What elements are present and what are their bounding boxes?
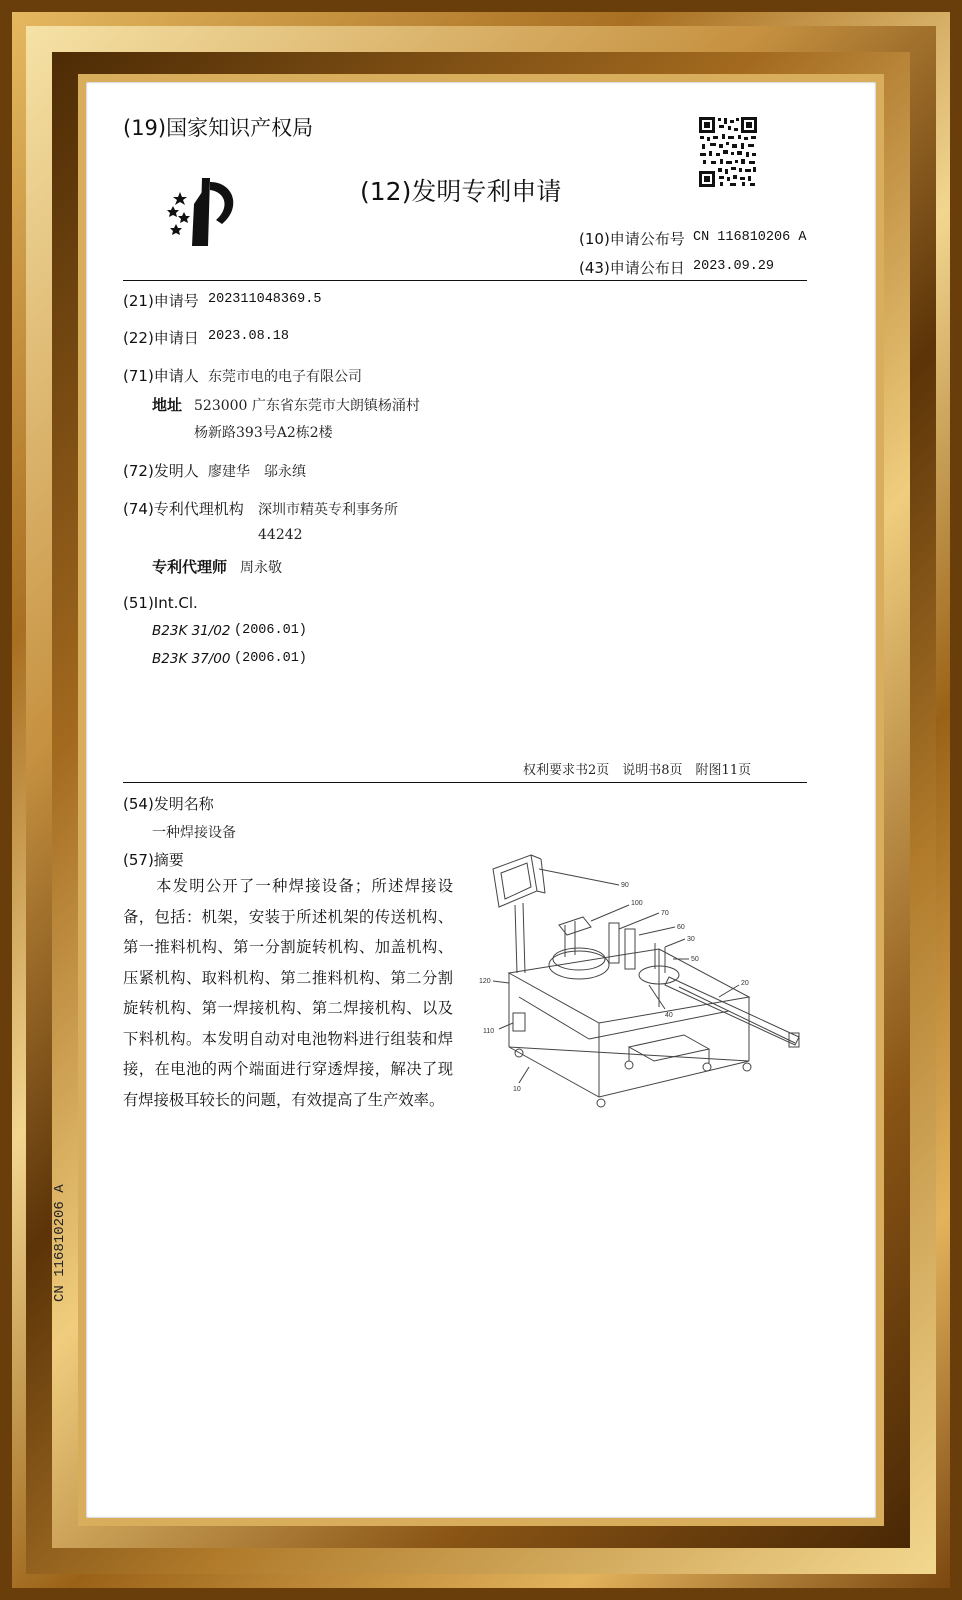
- publication-number: CN 116810206 A: [693, 230, 807, 245]
- applicant-label: (71)申请人: [123, 367, 199, 385]
- abstract-label: (57)摘要: [123, 851, 184, 869]
- agency-name: 深圳市精英专利事务所: [258, 502, 398, 518]
- application-number-label: (21)申请号: [123, 292, 199, 310]
- drawing-label-40: 40: [665, 1012, 673, 1019]
- drawing-label-20: 20: [741, 980, 749, 987]
- address-line-2: 杨新路393号A2栋2楼: [194, 425, 333, 441]
- inventor-names: 廖建华 邬永缜: [208, 464, 306, 480]
- application-date: 2023.08.18: [208, 329, 290, 344]
- drawing-label-70: 70: [661, 910, 669, 917]
- agent-name: 周永敬: [240, 560, 282, 576]
- address-line-1: 523000 广东省东莞市大朗镇杨涌村: [194, 398, 420, 414]
- drawing-label-120: 120: [479, 978, 491, 985]
- publication-number-label: (10)申请公布号: [579, 230, 685, 248]
- abstract-text: 本发明公开了一种焊接设备；所述焊接设备，包括：机架，安装于所述机架的传送机构、第一推料机构、第一分割旋转机构、加盖机构、压紧机构、取料机构、第二推料机构、第二分割旋转机构、第一焊接机构、第二焊接机构、以及下料机构。本发明自动对电池物料进行组装和焊接，在电池的两个端面进行穿透焊接，解决了现有焊接极耳较长的问题，有效提高了生产效率。: [123, 877, 453, 1109]
- application-number: 202311048369.5: [208, 292, 322, 307]
- address-label: 地址: [152, 396, 183, 414]
- page-counts: 权利要求书2页 说明书8页 附图11页: [523, 763, 752, 778]
- document-type-title: (12)发明专利申请: [360, 177, 562, 206]
- inventor-label: (72)发明人: [123, 462, 199, 480]
- applicant-name: 东莞市电的电子有限公司: [208, 369, 362, 385]
- invention-title-label: (54)发明名称: [123, 795, 214, 813]
- drawing-label-100: 100: [631, 900, 643, 907]
- patent-document: [52, 82, 876, 1518]
- publication-date-label: (43)申请公布日: [579, 259, 685, 277]
- agency-label: (74)专利代理机构: [123, 500, 244, 518]
- welding-machine-drawing: [479, 847, 809, 1117]
- invention-title: 一种焊接设备: [152, 825, 236, 841]
- drawing-label-30: 30: [687, 936, 695, 943]
- drawing-label-110: 110: [483, 1028, 495, 1035]
- agency-code: 44242: [258, 527, 303, 543]
- int-cl-year-1: (2006.01): [234, 623, 307, 638]
- int-cl-label: (51)Int.Cl.: [123, 594, 198, 612]
- drawing-label-60: 60: [677, 924, 685, 931]
- side-publication-number: CN 116810206 A: [52, 1184, 68, 1302]
- qr-code-icon: [698, 116, 758, 188]
- drawing-label-50: 50: [691, 956, 699, 963]
- int-cl-code-1: B23K 31/02: [152, 623, 231, 639]
- drawing-label-90: 90: [621, 882, 629, 889]
- cnipa-emblem-icon: [164, 174, 246, 250]
- drawing-label-10: 10: [513, 1086, 521, 1093]
- application-date-label: (22)申请日: [123, 329, 199, 347]
- header-divider: [123, 280, 807, 281]
- int-cl-year-2: (2006.01): [234, 651, 307, 666]
- agent-label: 专利代理师: [152, 558, 228, 576]
- publication-date: 2023.09.29: [693, 259, 775, 274]
- middle-divider: [123, 782, 807, 783]
- int-cl-code-2: B23K 37/00: [152, 651, 231, 667]
- office-name: (19)国家知识产权局: [123, 116, 314, 140]
